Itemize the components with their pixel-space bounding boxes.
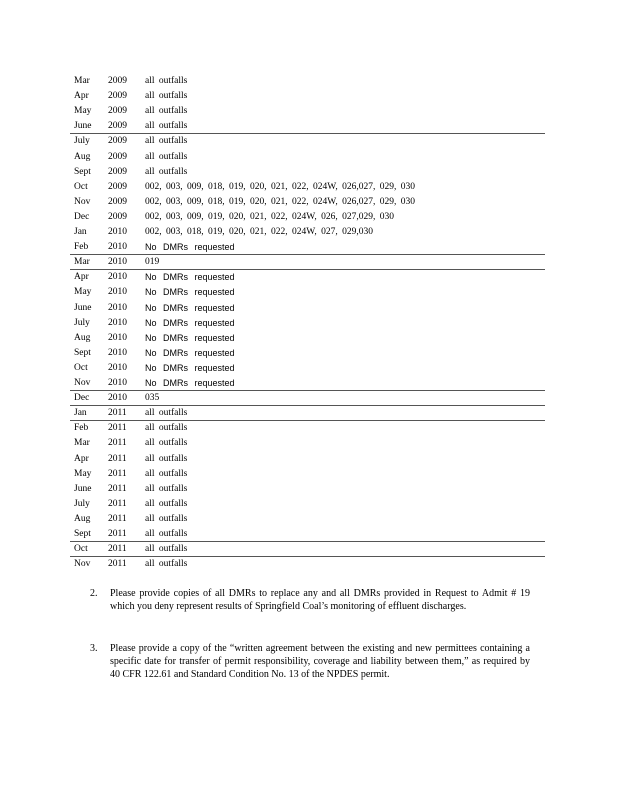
table-row <box>70 150 545 165</box>
request-2-text: Please provide copies of all DMRs to replace any and all DMRs provided in Request to Admit # 19 which you deny represent results of Springfield Coal’s monitoring of effluent discharges. <box>110 588 530 612</box>
table-row <box>70 467 545 482</box>
row-month: Apr <box>74 91 89 102</box>
row-month: Aug <box>74 151 91 162</box>
row-outfalls: 019 <box>145 257 160 268</box>
row-month: July <box>74 317 90 328</box>
row-year: 2010 <box>108 227 127 237</box>
row-outfalls: all outfalls <box>145 559 188 570</box>
row-month: Jan <box>74 227 87 237</box>
row-year: 2009 <box>108 76 127 86</box>
row-year: 2009 <box>108 151 127 162</box>
row-year: 2011 <box>108 529 127 539</box>
row-year: 2010 <box>108 332 127 343</box>
row-month: Oct <box>74 362 88 373</box>
row-month: Sept <box>74 529 91 539</box>
table-row <box>70 346 545 361</box>
table-row <box>70 376 545 391</box>
row-year: 2010 <box>108 378 127 388</box>
table-row <box>70 527 545 542</box>
table-row <box>70 436 545 451</box>
table-row <box>70 482 545 497</box>
row-month: Nov <box>74 196 91 207</box>
table-row <box>70 361 545 376</box>
row-month: Jan <box>74 408 87 419</box>
row-outfalls: all outfalls <box>145 136 188 147</box>
table-row <box>70 542 545 557</box>
table-row <box>70 119 545 134</box>
row-month: Nov <box>74 378 91 388</box>
row-year: 2009 <box>108 181 127 192</box>
table-row <box>70 180 545 195</box>
row-year: 2011 <box>108 559 127 570</box>
table-row <box>70 74 545 89</box>
row-month: May <box>74 106 92 117</box>
row-month: Oct <box>74 181 88 192</box>
table-row <box>70 301 545 316</box>
row-year: 2011 <box>108 453 127 464</box>
table-row <box>70 331 545 346</box>
row-year: 2009 <box>108 106 127 117</box>
row-month: Aug <box>74 513 91 524</box>
row-outfalls: all outfalls <box>145 166 188 177</box>
table-row <box>70 165 545 180</box>
table-row <box>70 497 545 512</box>
row-month: June <box>74 483 92 494</box>
request-3-text: Please provide a copy of the “written agreement between the existing and new permittees containing a specific date for transfer of permit responsibility, coverage and liability between them,” as required by 40 CFR 122.61 and Standard Condition No. 13 of the NPDES permit. <box>110 643 530 680</box>
row-month: June <box>74 121 92 132</box>
row-outfalls: all outfalls <box>145 121 188 132</box>
table-row <box>70 557 545 572</box>
row-outfalls: all outfalls <box>145 529 188 539</box>
row-year: 2010 <box>108 393 127 404</box>
row-outfalls: all outfalls <box>145 498 188 509</box>
row-outfalls: No DMRs requested <box>145 362 235 373</box>
row-year: 2011 <box>108 513 127 524</box>
request-3-number: 3. <box>90 643 98 654</box>
row-year: 2010 <box>108 302 127 313</box>
row-outfalls: No DMRs requested <box>145 378 235 388</box>
row-outfalls: No DMRs requested <box>145 242 235 253</box>
row-year: 2009 <box>108 121 127 132</box>
row-year: 2010 <box>108 347 127 358</box>
row-year: 2011 <box>108 483 127 494</box>
row-outfalls: No DMRs requested <box>145 302 235 313</box>
row-year: 2009 <box>108 136 127 147</box>
row-outfalls: all outfalls <box>145 151 188 162</box>
table-row <box>70 89 545 104</box>
row-month: Sept <box>74 166 91 177</box>
table-row <box>70 225 545 240</box>
table-row <box>70 210 545 225</box>
row-outfalls: all outfalls <box>145 106 188 117</box>
row-month: May <box>74 287 92 298</box>
row-outfalls: all outfalls <box>145 483 188 494</box>
row-outfalls: No DMRs requested <box>145 317 235 328</box>
row-outfalls: 002, 003, 009, 018, 019, 020, 021, 022, 024W, 026,027, 029, 030 <box>145 196 415 207</box>
row-month: Dec <box>74 211 90 222</box>
row-outfalls: all outfalls <box>145 91 188 102</box>
row-outfalls: all outfalls <box>145 544 188 555</box>
row-outfalls: all outfalls <box>145 408 188 419</box>
row-outfalls: 002, 003, 009, 019, 020, 021, 022, 024W, 026, 027,029, 030 <box>145 211 394 222</box>
row-outfalls: all outfalls <box>145 468 188 479</box>
row-month: Sept <box>74 347 91 358</box>
row-year: 2010 <box>108 272 127 283</box>
row-month: Mar <box>74 76 90 86</box>
row-year: 2011 <box>108 544 127 555</box>
row-year: 2010 <box>108 287 127 298</box>
row-outfalls: all outfalls <box>145 438 188 449</box>
row-year: 2011 <box>108 423 127 434</box>
table-row <box>70 452 545 467</box>
row-month: May <box>74 468 92 479</box>
row-outfalls: all outfalls <box>145 513 188 524</box>
row-outfalls: all outfalls <box>145 423 188 434</box>
row-year: 2011 <box>108 408 127 419</box>
row-year: 2011 <box>108 498 127 509</box>
row-month: Feb <box>74 242 89 253</box>
row-outfalls: all outfalls <box>145 76 188 86</box>
request-3 <box>90 642 530 681</box>
row-outfalls: all outfalls <box>145 453 188 464</box>
row-month: July <box>74 498 90 509</box>
table-row <box>70 512 545 527</box>
row-month: Apr <box>74 272 89 283</box>
row-month: Nov <box>74 559 91 570</box>
row-year: 2009 <box>108 166 127 177</box>
row-month: Mar <box>74 257 90 268</box>
row-year: 2010 <box>108 317 127 328</box>
table-row <box>70 240 545 255</box>
table-row <box>70 134 545 149</box>
row-month: Feb <box>74 423 89 434</box>
row-month: June <box>74 302 92 313</box>
table-row <box>70 195 545 210</box>
table-row <box>70 406 545 421</box>
row-year: 2010 <box>108 257 127 268</box>
row-month: Mar <box>74 438 90 449</box>
row-outfalls: 002, 003, 018, 019, 020, 021, 022, 024W, 027, 029,030 <box>145 227 373 237</box>
row-outfalls: 035 <box>145 393 160 404</box>
row-outfalls: No DMRs requested <box>145 347 235 358</box>
row-outfalls: No DMRs requested <box>145 272 235 283</box>
row-year: 2010 <box>108 362 127 373</box>
table-row <box>70 316 545 331</box>
row-month: Dec <box>74 393 90 404</box>
row-year: 2011 <box>108 438 127 449</box>
table-row <box>70 421 545 436</box>
row-year: 2009 <box>108 196 127 207</box>
row-year: 2010 <box>108 242 127 253</box>
table-row <box>70 104 545 119</box>
row-month: Apr <box>74 453 89 464</box>
table-row <box>70 255 545 270</box>
row-outfalls: 002, 003, 009, 018, 019, 020, 021, 022, 024W, 026,027, 029, 030 <box>145 181 415 192</box>
row-month: July <box>74 136 90 147</box>
row-year: 2009 <box>108 211 127 222</box>
request-2-number: 2. <box>90 588 98 599</box>
table-row <box>70 270 545 285</box>
table-row <box>70 391 545 406</box>
row-month: Aug <box>74 332 91 343</box>
row-year: 2009 <box>108 91 127 102</box>
row-outfalls: No DMRs requested <box>145 287 235 298</box>
row-month: Oct <box>74 544 88 555</box>
table-row <box>70 285 545 300</box>
row-year: 2011 <box>108 468 127 479</box>
request-2 <box>90 587 530 613</box>
row-outfalls: No DMRs requested <box>145 332 235 343</box>
